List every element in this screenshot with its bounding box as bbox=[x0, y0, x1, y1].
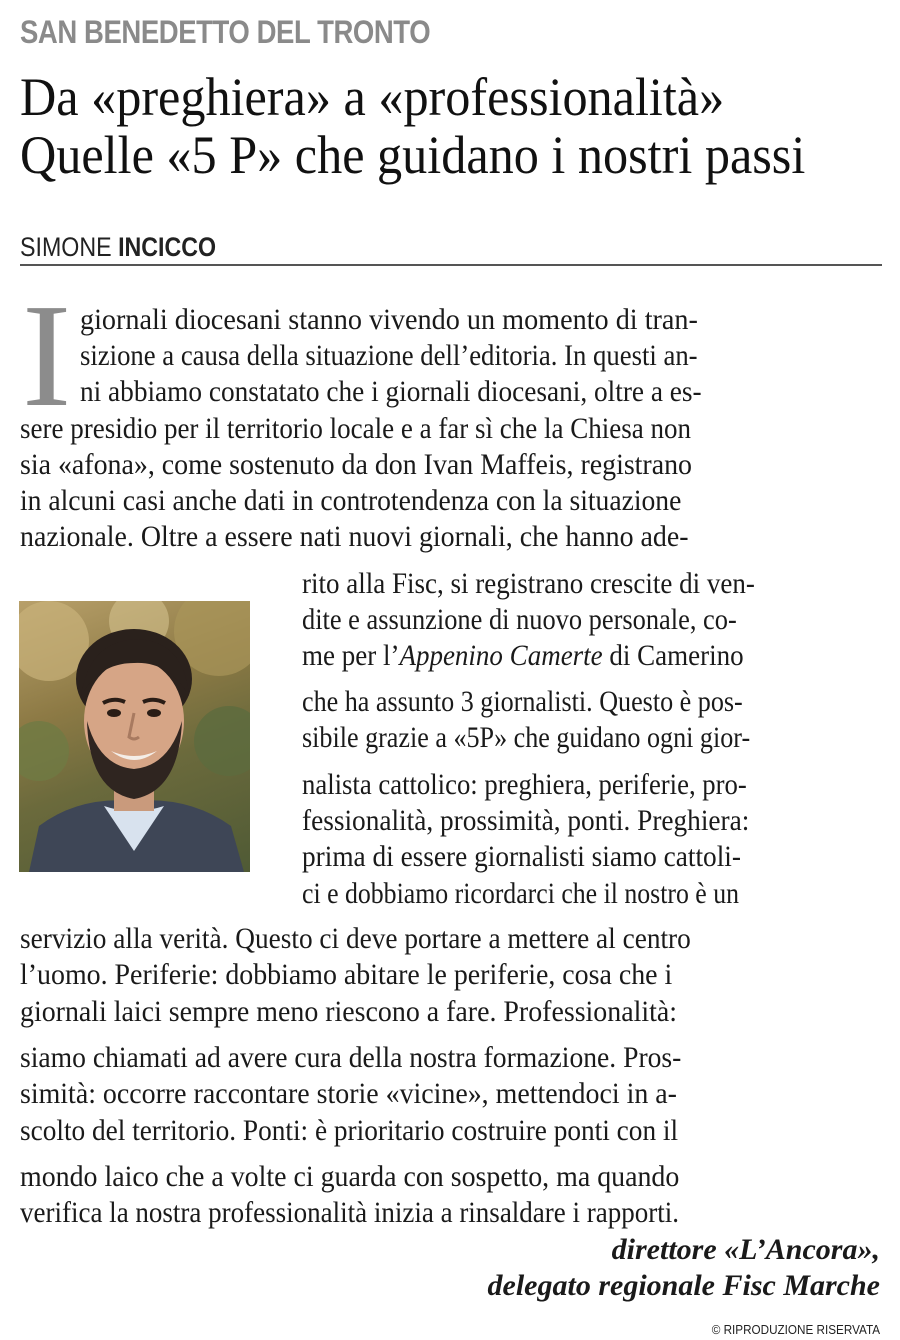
body-line: simità: occorre raccontare storie «vicine», mettendoci in a- bbox=[20, 1077, 677, 1110]
body-line: sizione a causa della situazione dell’editoria. In questi an- bbox=[80, 339, 698, 372]
author-photo bbox=[19, 601, 250, 872]
body-line: ni abbiamo constatato che i giornali diocesani, oltre a es- bbox=[80, 375, 702, 408]
body-line: prima di essere giornalisti siamo cattoli- bbox=[302, 840, 741, 873]
body-line: servizio alla verità. Questo ci deve portare a mettere al centro bbox=[20, 922, 691, 955]
byline-divider bbox=[20, 264, 882, 266]
body-line: siamo chiamati ad avere cura della nostra formazione. Pros- bbox=[20, 1041, 682, 1074]
signature-line: direttore «L’Ancora», bbox=[611, 1233, 880, 1266]
body-line: l’uomo. Periferie: dobbiamo abitare le periferie, cosa che i bbox=[20, 958, 673, 991]
author-last-name: INCICCO bbox=[118, 232, 217, 262]
body-line: sere presidio per il territorio locale e a far sì che la Chiesa non bbox=[20, 412, 691, 445]
body-line: sia «afona», come sostenuto da don Ivan Maffeis, registrano bbox=[20, 448, 692, 481]
body-line: nalista cattolico: preghiera, periferie, pro- bbox=[302, 768, 747, 801]
byline bbox=[20, 232, 216, 263]
body-line: in alcuni casi anche dati in controtendenza con la situazione bbox=[20, 484, 682, 517]
body-line: ci e dobbiamo ricordarci che il nostro è un bbox=[302, 877, 740, 910]
body-line bbox=[302, 638, 744, 674]
body-line: sibile grazie a «5P» che guidano ogni gior- bbox=[302, 721, 751, 754]
headline-line: Da «preghiera» a «professionalità» bbox=[20, 67, 725, 127]
body-line: rito alla Fisc, si registrano crescite di ven- bbox=[302, 567, 755, 600]
body-line: verifica la nostra professionalità inizia a rinsaldare i rapporti. bbox=[20, 1196, 679, 1229]
author-portrait-image bbox=[19, 601, 250, 872]
body-line: che ha assunto 3 giornalisti. Questo è pos- bbox=[302, 685, 743, 718]
body-text: me per l’ bbox=[302, 639, 400, 672]
body-line: giornali diocesani stanno vivendo un momento di tran- bbox=[80, 303, 698, 336]
body-line: dite e assunzione di nuovo personale, co- bbox=[302, 603, 737, 636]
author-first-name: SIMONE bbox=[20, 232, 112, 262]
body-line: scolto del territorio. Ponti: è prioritario costruire ponti con il bbox=[20, 1114, 679, 1147]
body-line: giornali laici sempre meno riescono a fare. Professionalità: bbox=[20, 995, 677, 1028]
drop-cap: I bbox=[22, 274, 72, 438]
body-line: fessionalità, prossimità, ponti. Preghiera: bbox=[302, 804, 750, 837]
headline-line: Quelle «5 P» che guidano i nostri passi bbox=[20, 125, 806, 185]
newspaper-title: Appenino Camerte bbox=[399, 639, 603, 672]
body-line: nazionale. Oltre a essere nati nuovi giornali, che hanno ade- bbox=[20, 520, 689, 553]
copyright-notice: © RIPRODUZIONE RISERVATA bbox=[711, 1322, 880, 1337]
headline bbox=[20, 68, 880, 184]
section-kicker: SAN BENEDETTO DEL TRONTO bbox=[20, 14, 431, 50]
signature-line: delegato regionale Fisc Marche bbox=[487, 1269, 880, 1302]
body-line: mondo laico che a volte ci guarda con sospetto, ma quando bbox=[20, 1160, 680, 1193]
body-text: di Camerino bbox=[602, 639, 744, 672]
